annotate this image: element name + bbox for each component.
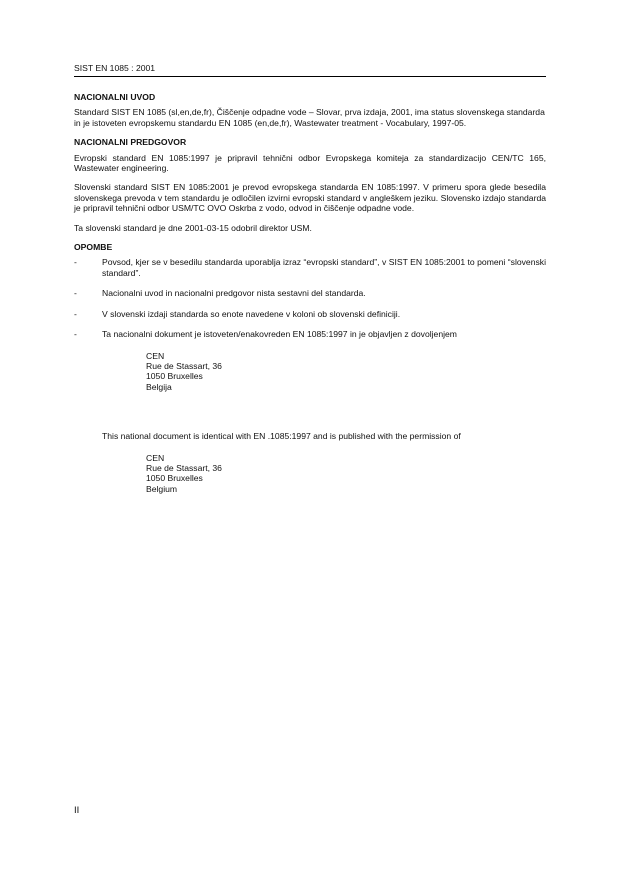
document-id: SIST EN 1085 : 2001: [74, 63, 156, 73]
section-title-predgovor: NACIONALNI PREDGOVOR: [74, 137, 187, 148]
section-nacionalni-uvod: [74, 92, 546, 128]
english-statement: This national document is identical with EN .1085:1997 and is published with the permission of: [102, 431, 461, 442]
section-nacionalni-predgovor: [74, 137, 546, 233]
list-dash: -: [74, 288, 77, 299]
note-item: [74, 309, 546, 319]
page-content: [74, 92, 546, 494]
predgovor-paragraph-2: Slovenski standard SIST EN 1085:2001 je prevod evropskega standarda EN 1085:1997. V primeru spora glede besedila slovenskega prevoda v tem standardu je odločilen izvirni evropski standard v angleškem jeziku. Slovensko izdajo standarda je pripravil tehnični odbor USM/TC OVO Oskrba z vodo, odvod in čiščenje odpadne vode.: [74, 182, 546, 214]
address-line: CEN: [146, 350, 165, 361]
address-line: 1050 Bruxelles: [146, 473, 203, 484]
address-line: 1050 Bruxelles: [146, 371, 203, 382]
note-text: V slovenski izdaji standarda so enote navedene v koloni ob slovenski definiciji.: [102, 308, 401, 319]
predgovor-paragraph-3: Ta slovenski standard je dne 2001-03-15 odobril direktor USM.: [74, 222, 312, 233]
address-line: Belgija: [146, 381, 172, 392]
section-opombe: [74, 242, 546, 494]
address-line: Rue de Stassart, 36: [146, 462, 222, 473]
notes-list: [74, 257, 546, 392]
list-dash: -: [74, 308, 77, 319]
address-block-english: [146, 453, 546, 495]
predgovor-paragraph-1: Evropski standard EN 1085:1997 je pripravil tehnični odbor Evropskega komiteja za standardizacijo CEN/TC 165, Wastewater engineering.: [74, 152, 546, 174]
address-block-slovenian: [146, 351, 546, 393]
uvod-paragraph: Standard SIST EN 1085 (sl,en,de,fr), Čiščenje odpadne vode – Slovar, prva izdaja, 2001, ima status slovenskega standarda in je istoveten evropskemu standardu EN 1085 (en,de,fr), Wastewater treatment - Vocabulary, 1997-05.: [74, 107, 545, 128]
section-title-opombe: OPOMBE: [74, 242, 113, 253]
page-header: [74, 62, 546, 77]
list-dash: -: [74, 257, 77, 268]
note-text: Povsod, kjer se v besedilu standarda uporablja izraz “evropski standard”, v SIST EN 1085:2001 to pomeni “slovenski standard”.: [102, 257, 546, 278]
section-title-uvod: NACIONALNI UVOD: [74, 92, 156, 102]
list-dash: -: [74, 329, 77, 340]
note-item: [74, 288, 546, 298]
address-line: CEN: [146, 452, 165, 463]
address-line: Belgium: [146, 483, 178, 494]
note-item: [74, 329, 546, 392]
page-number: II: [74, 805, 80, 816]
note-text: Ta nacionalni dokument je istoveten/enakovreden EN 1085:1997 in je objavljen z dovoljenjem: [102, 329, 457, 340]
note-item: [74, 257, 546, 278]
note-text: Nacionalni uvod in nacionalni predgovor nista sestavni del standarda.: [102, 288, 366, 299]
address-line: Rue de Stassart, 36: [146, 360, 222, 371]
